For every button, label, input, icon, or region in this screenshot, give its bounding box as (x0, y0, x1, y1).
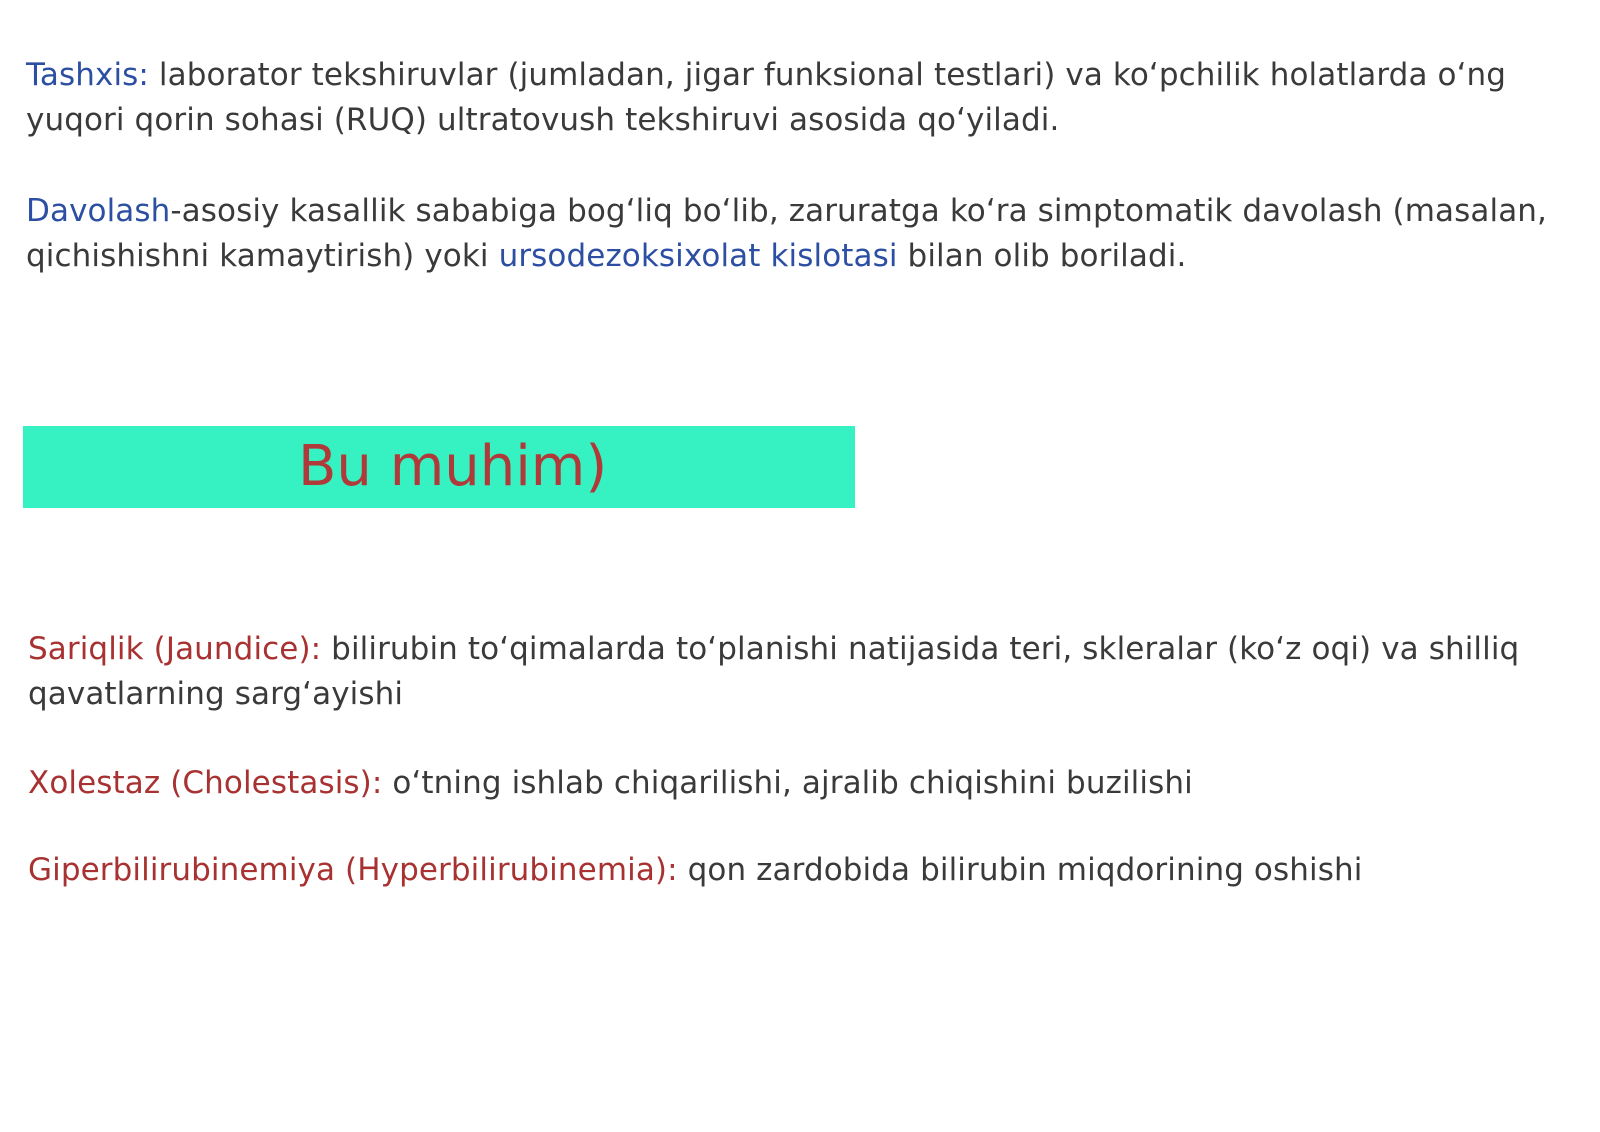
definition-hyperbilirubinemia (28, 848, 1588, 893)
diagnosis-text: laborator tekshiruvlar (jumladan, jigar funksional testlari) va koʻpchilik holatlarda oʻng yuqori qorin sohasi (RUQ) ultratovush tekshiruvi asosida qoʻyiladi. (26, 57, 1507, 138)
definition-term: Sariqlik (Jaundice): (28, 631, 322, 667)
important-banner-text: Bu muhim) (298, 434, 608, 499)
definition-text: oʻtning ishlab chiqarilishi, ajralib chiqishini buzilishi (382, 765, 1193, 801)
treatment-term: Davolash (26, 193, 171, 229)
definition-term: Xolestaz (Cholestasis): (28, 765, 383, 801)
treatment-highlight: ursodezoksixolat kislotasi (498, 238, 898, 274)
definition-term: Giperbilirubinemiya (Hyperbilirubinemia): (28, 852, 678, 888)
diagnosis-paragraph (26, 53, 1586, 143)
diagnosis-term: Tashxis: (26, 57, 149, 93)
treatment-text-before: -asosiy kasallik sababiga bogʻliq boʻlib, zaruratga koʻra simptomatik davolash (masalan, qichishishni kamaytirish) yoki (26, 193, 1548, 274)
definition-cholestasis (28, 761, 1588, 806)
definition-text: qon zardobida bilirubin miqdorining oshishi (677, 852, 1363, 888)
definition-jaundice (28, 627, 1588, 717)
important-banner (23, 426, 855, 508)
treatment-paragraph (26, 189, 1586, 279)
definition-text: bilirubin toʻqimalarda toʻplanishi natijasida teri, skleralar (koʻz oqi) va shilliq qavatlarning sargʻayishi (28, 631, 1520, 712)
treatment-text-after: bilan olib boriladi. (897, 238, 1187, 274)
